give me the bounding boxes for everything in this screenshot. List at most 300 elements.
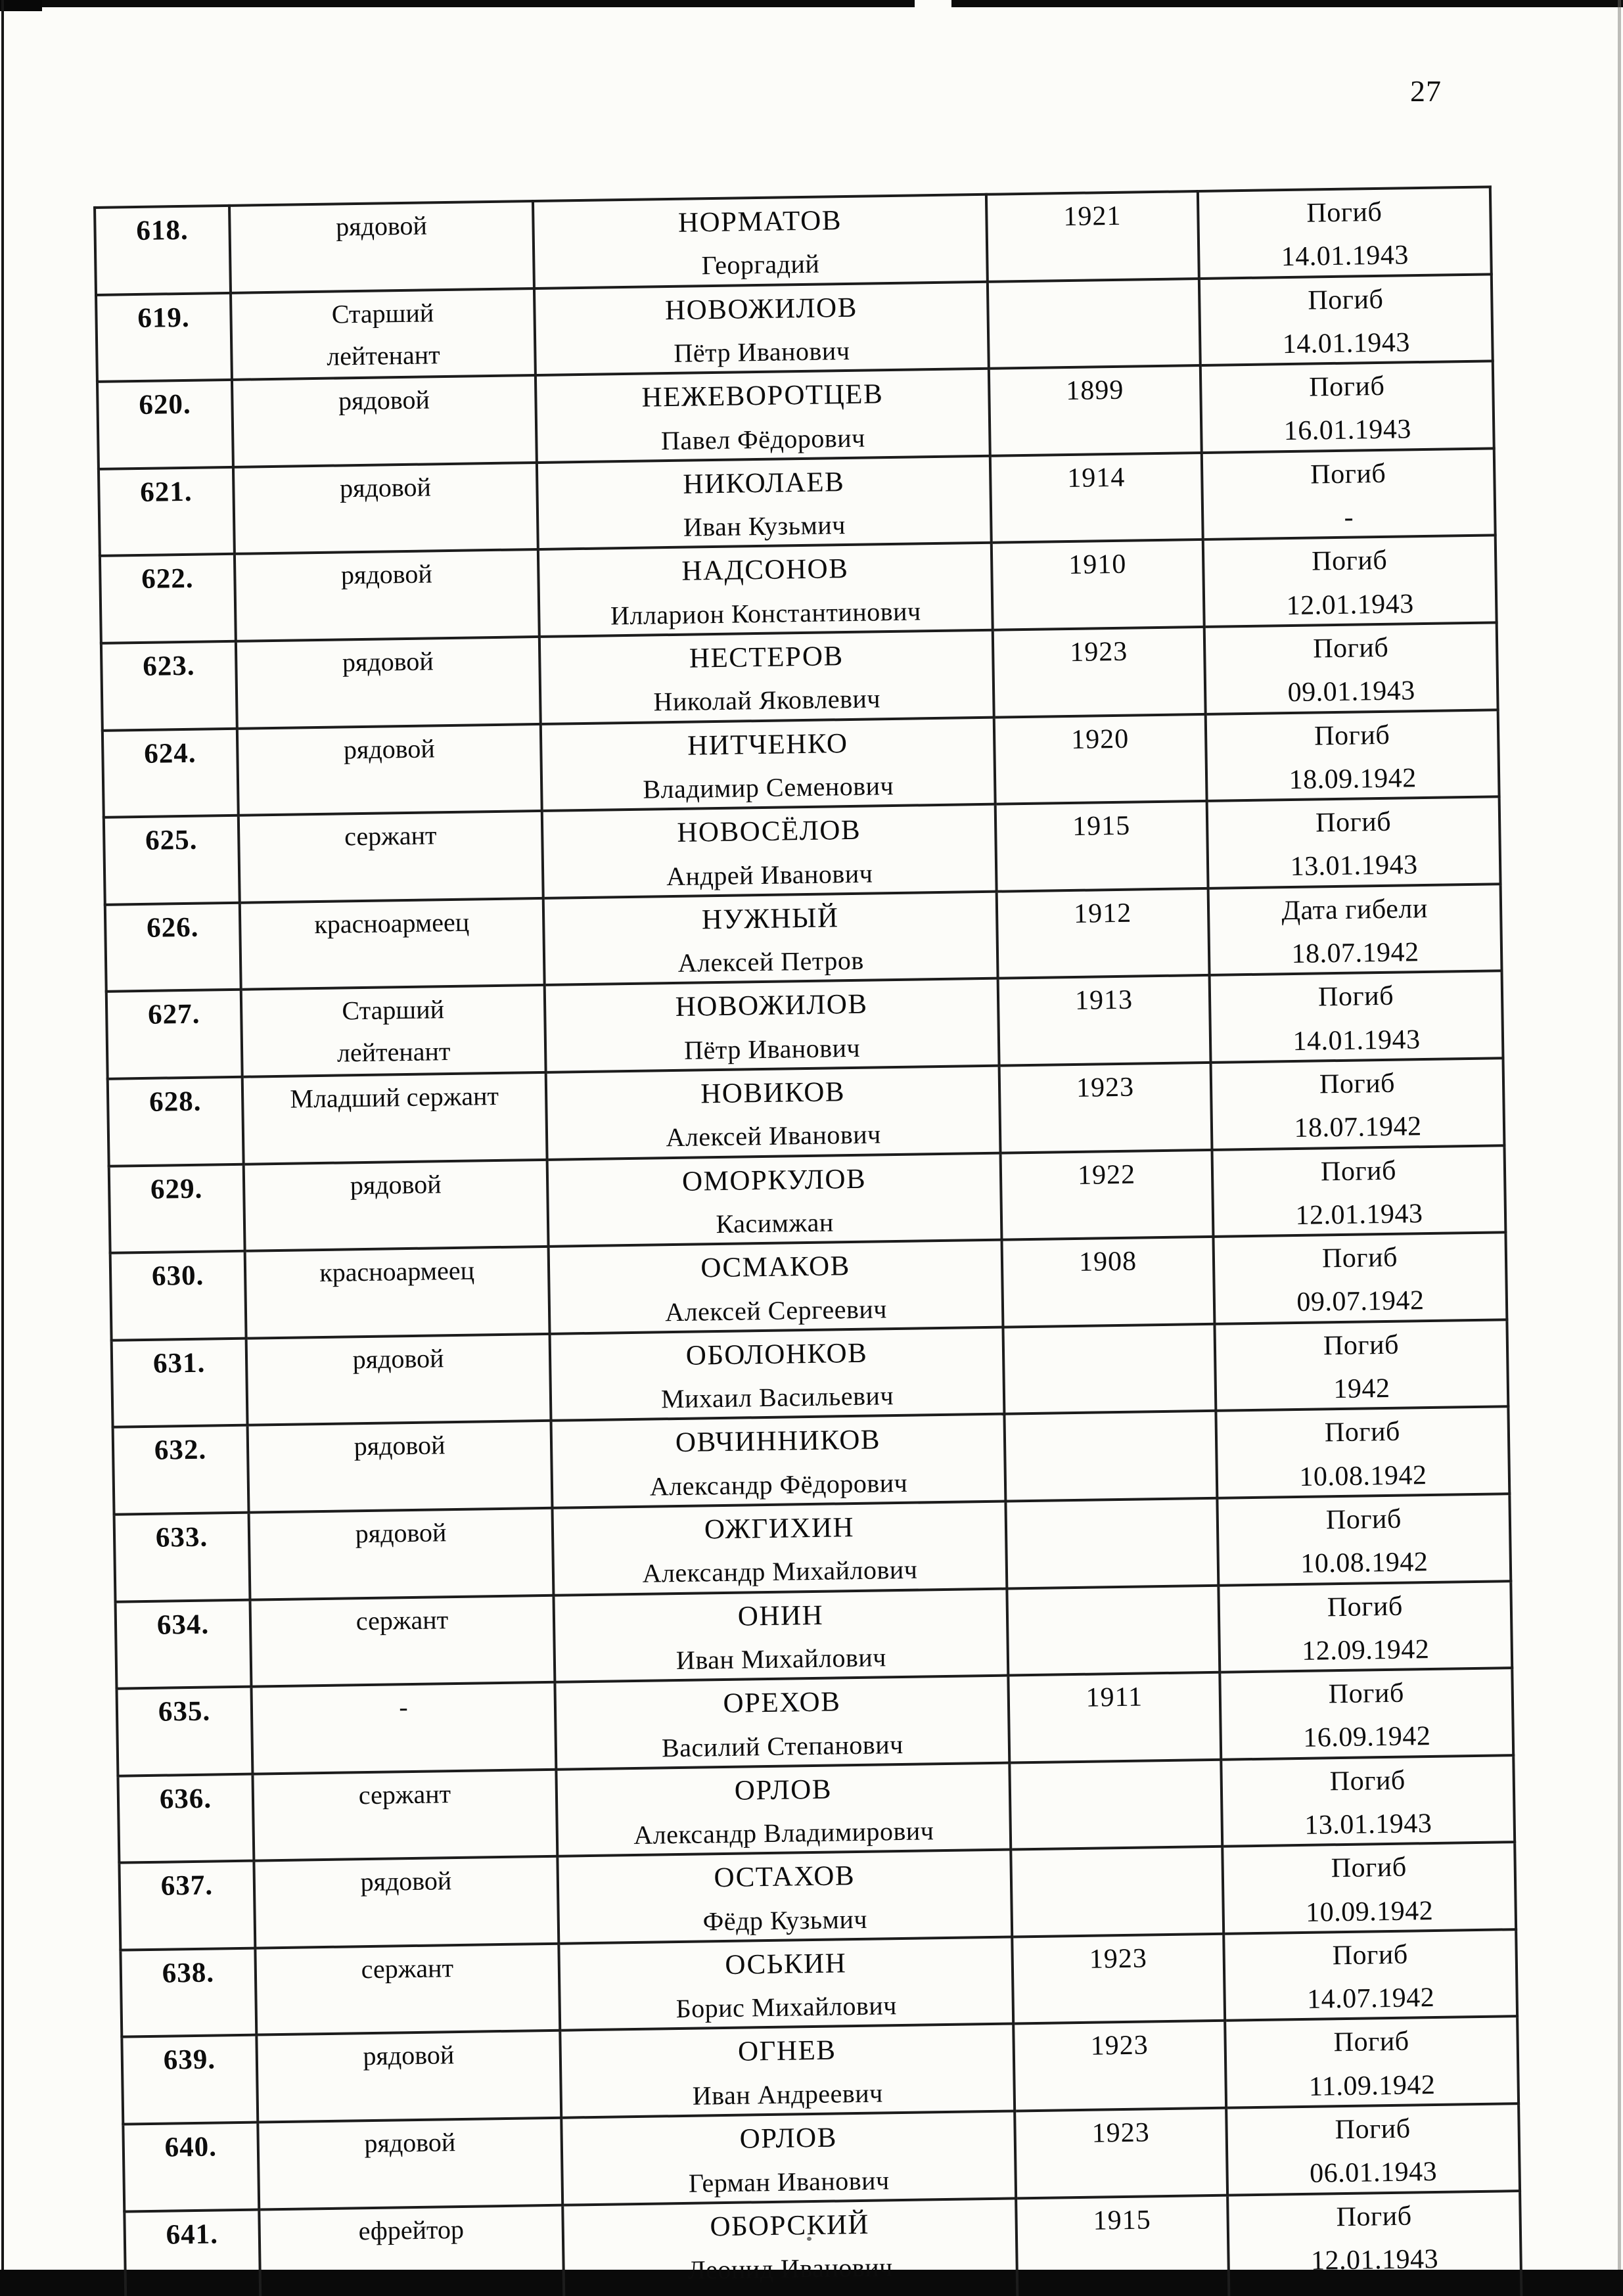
surname: НОВОСЁЛОВ	[677, 814, 861, 849]
fate-status: Погиб	[1335, 2113, 1411, 2146]
birth-year-cell	[989, 365, 1202, 455]
table-body	[95, 187, 1522, 2296]
given-names: Иван Михайлович	[675, 1642, 887, 1675]
rank-cell	[241, 985, 546, 1076]
surname: ОБОРСКИЙ	[710, 2209, 870, 2243]
name-cell	[560, 2024, 1015, 2118]
fate-cell	[1223, 1929, 1517, 2021]
fate-status: Погиб	[1333, 2027, 1409, 2058]
rank-cell	[254, 1856, 559, 1948]
rank-line-1: рядовой	[355, 1517, 447, 1549]
birth-year: 1923	[1091, 2117, 1151, 2149]
rank-line-1: Старший	[331, 297, 434, 329]
given-names: Алексей Иванович	[666, 1119, 882, 1153]
rank-line-1: -	[398, 1692, 408, 1722]
rank-cell	[250, 1595, 555, 1686]
birth-year	[1013, 1593, 1214, 1596]
given-names: Пётр Иванович	[683, 1032, 861, 1065]
rank-cell	[233, 463, 538, 554]
surname: ОЖГИХИН	[704, 1511, 855, 1546]
birth-year	[993, 287, 1194, 290]
rank-line-2	[255, 1558, 548, 1563]
name-cell	[537, 456, 992, 550]
rank-line-1: Младший сержант	[290, 1080, 499, 1114]
row-number-cell	[123, 2123, 259, 2212]
name-cell	[561, 2111, 1016, 2205]
row-number: 639.	[163, 2044, 216, 2077]
row-number-cell	[109, 1164, 245, 1253]
fate-status: Погиб	[1336, 2201, 1412, 2232]
birth-year-cell	[986, 191, 1199, 281]
given-names: Иван Кузьмич	[683, 510, 846, 542]
surname: НОВОЖИЛОВ	[664, 292, 858, 326]
row-number: 621.	[140, 476, 193, 508]
birth-year-cell	[1004, 1411, 1217, 1501]
fate-date: 06.01.1943	[1309, 2157, 1438, 2190]
row-number: 638.	[162, 1957, 215, 1989]
fate-cell	[1227, 2191, 1522, 2296]
row-number: 631.	[152, 1347, 206, 1379]
birth-year-cell	[992, 540, 1204, 630]
fate-date: 10.08.1942	[1300, 1547, 1429, 1580]
row-number: 640.	[164, 2131, 217, 2163]
fate-status: Погиб	[1327, 1591, 1404, 1622]
fate-status: Погиб	[1328, 1678, 1405, 1710]
birth-year	[1016, 1854, 1217, 1858]
fate-cell	[1225, 2017, 1519, 2108]
fate-cell	[1208, 884, 1502, 975]
fate-status: Погиб	[1319, 1068, 1396, 1100]
fate-date: 12.09.1942	[1301, 1634, 1430, 1666]
birth-year: 1899	[1066, 375, 1124, 407]
row-number-cell	[124, 2209, 261, 2296]
row-number: 637.	[160, 1870, 214, 1902]
birth-year-cell	[995, 801, 1208, 891]
birth-year-cell	[997, 888, 1210, 978]
surname: НИТЧЕНКО	[687, 727, 848, 762]
fate-status: Погиб	[1325, 1504, 1402, 1536]
rank-line-2	[238, 425, 531, 430]
name-cell	[542, 804, 997, 898]
birth-year-cell	[1001, 1149, 1214, 1239]
row-number-cell	[116, 1687, 252, 1776]
given-names: Алексей Петров	[677, 945, 864, 978]
rank-line-2	[235, 251, 528, 256]
birth-year-cell	[1016, 2195, 1229, 2296]
birth-year-cell	[998, 975, 1211, 1065]
name-cell	[536, 369, 990, 463]
rank-line-2	[240, 599, 534, 604]
name-cell	[550, 1327, 1005, 1421]
fate-status: Погиб	[1329, 1765, 1406, 1797]
given-names: Герман Иванович	[688, 2165, 890, 2198]
given-names: Касимжан	[716, 1207, 834, 1239]
row-number-cell	[116, 1599, 252, 1689]
name-cell	[549, 1240, 1003, 1334]
surname: НЕСТЕРОВ	[689, 641, 844, 674]
surname: ОРЛОВ	[739, 2122, 838, 2155]
birth-year: 1915	[1072, 810, 1131, 842]
rank-cell	[232, 375, 537, 467]
surname: ОСМАКОВ	[700, 1251, 851, 1284]
birth-year-cell	[1007, 1585, 1220, 1675]
given-names: Леонид Иванович	[687, 2252, 894, 2285]
fate-status: Погиб	[1306, 196, 1383, 229]
surname: ОМОРКУЛОВ	[681, 1163, 867, 1197]
row-number: 630.	[151, 1260, 204, 1292]
rank-line-1: рядовой	[335, 210, 428, 242]
birth-year-cell	[1001, 1237, 1214, 1327]
row-number: 632.	[154, 1434, 207, 1467]
fate-status: Погиб	[1314, 720, 1390, 752]
given-names: Пётр Иванович	[674, 335, 850, 368]
scan-artifact-top-left-blob	[0, 0, 42, 11]
surname: ОВЧИННИКОВ	[675, 1424, 881, 1459]
rank-line-2	[261, 1994, 554, 1998]
row-number-cell	[95, 206, 231, 295]
rank-cell	[258, 2118, 562, 2209]
given-names: Александр Михайлович	[642, 1554, 918, 1589]
rank-line-1: рядовой	[350, 1168, 442, 1200]
row-number-cell	[97, 380, 233, 469]
row-number: 634.	[156, 1609, 210, 1641]
birth-year-cell	[1011, 1847, 1223, 1937]
rank-line-2	[259, 1820, 552, 1824]
birth-year-cell	[1015, 2108, 1227, 2198]
row-number: 624.	[143, 737, 196, 769]
birth-year	[1011, 1506, 1212, 1509]
fate-cell	[1218, 1581, 1512, 1672]
rank-cell	[231, 288, 536, 380]
rank-cell	[248, 1421, 553, 1512]
row-number: 627.	[147, 999, 200, 1031]
fate-status: Погиб	[1312, 632, 1389, 664]
birth-year	[1009, 1332, 1210, 1335]
fate-date: 14.01.1943	[1281, 240, 1409, 273]
rank-line-1: сержант	[358, 1778, 451, 1810]
row-number-cell	[100, 554, 236, 643]
rank-line-2	[260, 1906, 553, 1911]
row-number-cell	[103, 728, 239, 817]
name-cell	[562, 2198, 1018, 2296]
row-number-cell	[113, 1425, 249, 1515]
rank-line-2	[256, 1645, 549, 1649]
rank-line-1: рядовой	[364, 2127, 456, 2159]
name-cell	[538, 543, 993, 637]
fate-cell	[1202, 448, 1496, 540]
birth-year-cell	[1013, 2021, 1226, 2111]
fate-cell	[1212, 1145, 1505, 1237]
fate-status: Погиб	[1323, 1329, 1400, 1362]
fate-date: 1942	[1333, 1373, 1390, 1405]
rank-cell	[235, 549, 539, 641]
fate-cell	[1216, 1407, 1509, 1498]
birth-year: 1914	[1066, 462, 1126, 494]
fate-date: 10.09.1942	[1305, 1895, 1434, 1928]
rank-line-2	[262, 2080, 555, 2085]
given-names: Илларион Константинович	[610, 596, 921, 631]
rank-line-2: лейтенант	[326, 339, 440, 371]
rank-line-2	[244, 861, 537, 865]
rank-cell	[244, 1159, 549, 1251]
birth-year-cell	[990, 453, 1203, 543]
fate-cell	[1199, 274, 1493, 365]
birth-year-cell	[988, 279, 1200, 369]
row-number: 620.	[139, 388, 191, 421]
birth-year-cell	[993, 627, 1206, 717]
fate-cell	[1213, 1232, 1507, 1323]
surname: ОГНЕВ	[737, 2034, 836, 2068]
rank-line-1: Старший	[342, 994, 445, 1026]
row-number: 628.	[149, 1086, 202, 1118]
surname: ОРЕХОВ	[723, 1686, 841, 1720]
fate-status: Погиб	[1324, 1416, 1401, 1448]
row-number-cell	[110, 1251, 246, 1341]
row-number-cell	[122, 2035, 258, 2124]
rank-cell	[252, 1769, 557, 1860]
rank-line-2	[251, 1297, 544, 1301]
row-number-cell	[118, 1774, 254, 1863]
fate-cell	[1222, 1842, 1516, 1933]
given-names: Павел Фёдорович	[660, 423, 866, 455]
birth-year: 1913	[1074, 984, 1133, 1017]
rank-line-1: рядовой	[363, 2040, 455, 2071]
surname: НОРМАТОВ	[677, 205, 842, 239]
rank-line-2: лейтенант	[336, 1036, 451, 1068]
casualty-table	[93, 185, 1523, 2296]
rank-cell	[245, 1247, 550, 1338]
rank-line-1: рядовой	[343, 733, 436, 764]
rank-line-1: рядовой	[352, 1343, 444, 1375]
birth-year: 1908	[1078, 1246, 1137, 1278]
rank-cell	[249, 1508, 554, 1599]
name-cell	[559, 1937, 1013, 2031]
given-names: Борис Михайлович	[675, 1990, 898, 2024]
given-names: Фёдр Кузьмич	[702, 1904, 868, 1937]
row-number-cell	[108, 1077, 244, 1166]
fate-cell	[1204, 622, 1498, 714]
surname: ОРЛОВ	[734, 1774, 833, 1806]
name-cell	[546, 1066, 1001, 1160]
birth-year-cell	[1009, 1759, 1222, 1849]
given-names: Александр Фёдорович	[649, 1467, 908, 1502]
rank-line-2	[239, 513, 532, 517]
rank-line-2	[265, 2255, 558, 2259]
fate-status: Погиб	[1311, 545, 1388, 577]
fate-date: 12.01.1943	[1286, 588, 1415, 621]
rank-cell	[236, 637, 541, 728]
scan-artifact-right-edge	[1618, 0, 1621, 2296]
row-number-cell	[114, 1513, 250, 1602]
fate-cell	[1221, 1755, 1515, 1847]
birth-year: 1923	[1089, 1943, 1148, 1975]
birth-year: 1915	[1093, 2205, 1151, 2236]
row-number: 619.	[137, 302, 191, 334]
fate-status: Погиб	[1309, 371, 1385, 403]
fate-date: 18.07.1942	[1294, 1111, 1422, 1144]
fate-date: 18.07.1942	[1291, 937, 1419, 970]
rank-cell	[242, 1072, 547, 1164]
birth-year-cell	[1003, 1324, 1216, 1414]
birth-year: 1910	[1068, 549, 1127, 581]
birth-year-cell	[1012, 1934, 1225, 2024]
birth-year: 1922	[1077, 1159, 1136, 1191]
rank-line-1: сержант	[361, 1953, 454, 1985]
fate-date: 12.01.1943	[1310, 2243, 1439, 2276]
row-number-cell	[112, 1338, 248, 1427]
surname: ОНИН	[737, 1599, 824, 1632]
fate-cell	[1211, 1058, 1505, 1149]
birth-year-cell	[994, 714, 1207, 804]
name-cell	[555, 1676, 1009, 1770]
name-cell	[539, 630, 994, 724]
birth-year: 1920	[1070, 723, 1130, 755]
rank-line-2	[250, 1210, 543, 1214]
rank-cell	[246, 1334, 551, 1425]
rank-line-1: красноармеец	[314, 907, 470, 939]
row-number-cell	[104, 815, 240, 905]
row-number: 629.	[150, 1173, 203, 1205]
name-cell	[552, 1501, 1007, 1595]
rank-cell	[251, 1682, 556, 1774]
row-number: 626.	[146, 911, 199, 944]
fate-cell	[1203, 536, 1497, 627]
name-cell	[545, 978, 999, 1072]
birth-year: 1912	[1073, 898, 1132, 929]
row-number-cell	[96, 292, 232, 382]
name-cell	[541, 717, 995, 811]
name-cell	[533, 195, 988, 288]
row-number: 625.	[145, 824, 198, 857]
given-names: Иван Андреевич	[692, 2078, 884, 2111]
surname: НОВИКОВ	[700, 1076, 846, 1110]
given-names: Михаил Васильевич	[660, 1381, 894, 1414]
row-number: 633.	[155, 1521, 208, 1553]
rank-line-1: ефрейтор	[358, 2214, 465, 2245]
fate-status: Погиб	[1320, 1155, 1397, 1187]
rank-line-2	[243, 774, 536, 779]
fate-cell	[1206, 710, 1499, 801]
row-number: 635.	[158, 1695, 211, 1728]
fate-status: Погиб	[1317, 981, 1394, 1013]
surname: НЕЖЕВОРОТЦЕВ	[641, 379, 884, 413]
name-cell	[553, 1588, 1008, 1682]
fate-date: 10.08.1942	[1299, 1459, 1427, 1492]
given-names: Владимир Семенович	[643, 770, 894, 804]
fate-cell	[1210, 971, 1503, 1063]
surname: НАДСОНОВ	[681, 553, 849, 587]
fate-status: Погиб	[1331, 1852, 1407, 1884]
fate-cell	[1220, 1668, 1513, 1759]
birth-year-cell	[1008, 1672, 1221, 1762]
rank-line-1: рядовой	[338, 384, 430, 416]
scan-artifact-top-edge	[0, 0, 1623, 7]
fate-date: 14.07.1942	[1306, 1983, 1435, 2015]
scan-artifact-left-edge	[1, 0, 4, 2296]
name-cell	[547, 1153, 1002, 1247]
fate-cell	[1214, 1320, 1508, 1411]
fate-status: Погиб	[1308, 284, 1384, 316]
birth-year-cell	[999, 1063, 1212, 1153]
fate-date: 09.01.1943	[1287, 676, 1416, 708]
fate-date: 16.01.1943	[1283, 414, 1412, 447]
surname: ОСТАХОВ	[714, 1860, 856, 1894]
row-number-cell	[119, 1861, 255, 1950]
row-number-cell	[101, 641, 237, 731]
row-number: 636.	[159, 1783, 212, 1815]
fate-date: 11.09.1942	[1308, 2069, 1436, 2102]
rank-line-2	[263, 2168, 557, 2172]
surname: ОСЬКИН	[725, 1948, 847, 1981]
fate-date: 13.01.1943	[1290, 850, 1418, 883]
fate-status: Погиб	[1315, 806, 1392, 838]
given-names: Александр Владимирович	[633, 1816, 934, 1850]
rank-cell	[229, 201, 534, 292]
page-number: 27	[1410, 74, 1442, 108]
surname: ОБОЛОНКОВ	[685, 1337, 868, 1371]
fate-date: 13.01.1943	[1304, 1808, 1432, 1841]
surname: НУЖНЫЙ	[701, 902, 839, 936]
birth-year	[1015, 1768, 1216, 1771]
fate-status: Погиб	[1321, 1242, 1398, 1274]
fate-date: 18.09.1942	[1289, 763, 1417, 795]
name-cell	[557, 1850, 1012, 1944]
birth-year: 1923	[1090, 2030, 1149, 2062]
rank-line-2	[246, 948, 539, 953]
fate-status: Погиб	[1310, 458, 1386, 490]
surname: НИКОЛАЕВ	[683, 466, 845, 500]
casualty-table-wrap	[93, 185, 1523, 2296]
rank-line-1: рядовой	[360, 1866, 452, 1897]
name-cell	[534, 281, 989, 375]
name-cell	[543, 891, 998, 985]
fate-cell	[1217, 1494, 1511, 1585]
row-number-cell	[99, 467, 235, 557]
rank-line-2	[248, 1122, 541, 1127]
rank-cell	[256, 2031, 561, 2122]
fate-cell	[1207, 796, 1501, 888]
fate-date: -	[1344, 502, 1354, 533]
rank-line-2	[254, 1471, 547, 1475]
given-names: Николай Яковлевич	[653, 683, 881, 717]
rank-line-2	[258, 1732, 551, 1737]
rank-line-1: сержант	[355, 1604, 449, 1636]
rank-cell	[255, 1944, 560, 2035]
row-number: 641.	[166, 2218, 219, 2251]
birth-year-cell	[1005, 1498, 1218, 1588]
birth-year: 1923	[1069, 636, 1128, 668]
fate-date: 14.01.1943	[1282, 327, 1411, 360]
rank-line-2	[242, 687, 535, 691]
name-cell	[556, 1762, 1011, 1856]
birth-year: 1923	[1076, 1072, 1135, 1103]
rank-cell	[240, 898, 545, 990]
fate-cell	[1198, 187, 1492, 278]
row-number: 618.	[136, 214, 189, 246]
row-number: 622.	[141, 563, 194, 595]
fate-status: Погиб	[1332, 1939, 1408, 1971]
row-number-cell	[105, 903, 241, 992]
rank-line-1: красноармеец	[319, 1255, 475, 1288]
given-names: Георгадий	[701, 249, 820, 281]
rank-line-1: рядовой	[354, 1430, 446, 1461]
fate-date: 16.09.1942	[1302, 1721, 1431, 1754]
rank-line-2	[252, 1384, 545, 1389]
row-number-cell	[106, 990, 242, 1079]
given-names: Алексей Сергеевич	[664, 1293, 888, 1327]
given-names: Василий Степанович	[661, 1729, 904, 1762]
row-number-cell	[120, 1948, 256, 2037]
